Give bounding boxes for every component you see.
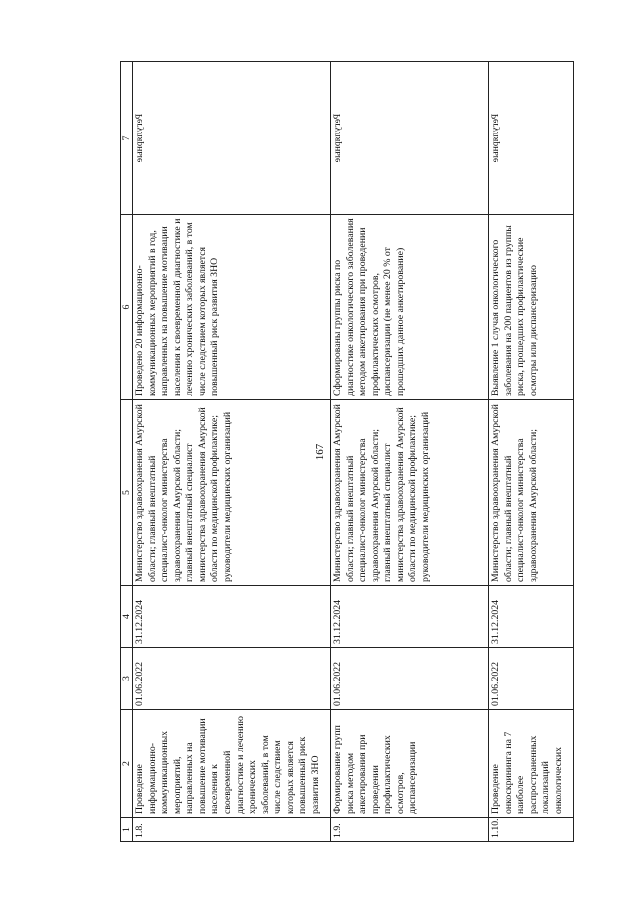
table-row: [331, 62, 489, 842]
frequency-cell: [489, 62, 574, 215]
table-row: [489, 62, 574, 842]
measures-table: [120, 61, 574, 842]
responsible-cell: Министерство здравоохранения Амурской области; главный внештатный специалист-онколог министерства здравоохранения Амурской области; главный внештатный специалист министерства здравоохранения Амурской области по медицинской профилактике; руководители медицинских организаций: [133, 400, 331, 586]
row-number: 1.10.: [489, 818, 574, 842]
end-date-cell: 31.12.2024: [331, 586, 489, 648]
frequency-text: Регулярные: [332, 113, 344, 163]
event-cell: Проведение онкоскрининга на 7 наиболее распространенных локализаций онкологических: [489, 710, 574, 818]
responsible-cell: Министерство здравоохранения Амурской области; главный внештатный специалист-онколог министерства здравоохранения Амурской области; главный внештатный специалист министерства здравоохранения Амурской области по медицинской профилактике; руководители медицинских организаций: [331, 400, 489, 586]
start-date-cell: 01.06.2022: [331, 648, 489, 710]
rotated-table-sheet: [120, 62, 564, 842]
event-cell: Формирование групп риска методом анкетирования при проведении профилактических осмотров, диспансеризации: [331, 710, 489, 818]
header-cell: 3: [121, 648, 133, 710]
header-cell: 1: [121, 818, 133, 842]
frequency-text: Регулярные: [134, 113, 146, 163]
start-date-cell: 01.06.2022: [489, 648, 574, 710]
event-cell: Проведение информационно-коммуникационных мероприятий, направленных на повышение мотивации населения к своевременной диагностике и лечению хронических заболеваний, в том числе следствием которых является повышенный риск развития ЗНО: [133, 710, 331, 818]
frequency-text: Регулярные: [490, 113, 502, 163]
header-cell: 6: [121, 215, 133, 400]
start-date-cell: 01.06.2022: [133, 648, 331, 710]
header-cell: 5: [121, 400, 133, 586]
result-cell: Проведено 20 информационно-коммуникационных мероприятий в год, направленных на повышение мотивации населения к своевременной диагностике и лечению хронических заболеваний, в том числе следствием которых является повышенный риск развития ЗНО: [133, 215, 331, 400]
header-cell: 2: [121, 710, 133, 818]
page-number: 167: [314, 443, 326, 461]
result-cell: Сформированы группы риска по диагностике онкологического заболевания методом анкетирования при проведении профилактических осмотров, диспансеризации (не менее 20 % от прошедших данное анкетирование): [331, 215, 489, 400]
header-cell: 7: [121, 62, 133, 215]
frequency-cell: [331, 62, 489, 215]
row-number: 1.9.: [331, 818, 489, 842]
end-date-cell: 31.12.2024: [489, 586, 574, 648]
frequency-cell: [133, 62, 331, 215]
table-row: [133, 62, 331, 842]
header-cell: 4: [121, 586, 133, 648]
header-row: [121, 62, 133, 842]
end-date-cell: 31.12.2024: [133, 586, 331, 648]
result-cell: Выявление 1 случая онкологического заболевания на 200 пациентов из группы риска, прошедших профилактические осмотры или диспансеризацию: [489, 215, 574, 400]
row-number: 1.8.: [133, 818, 331, 842]
responsible-cell: Министерство здравоохранения Амурской области; главный внештатный специалист-онколог министерства здравоохранения Амурской области;: [489, 400, 574, 586]
